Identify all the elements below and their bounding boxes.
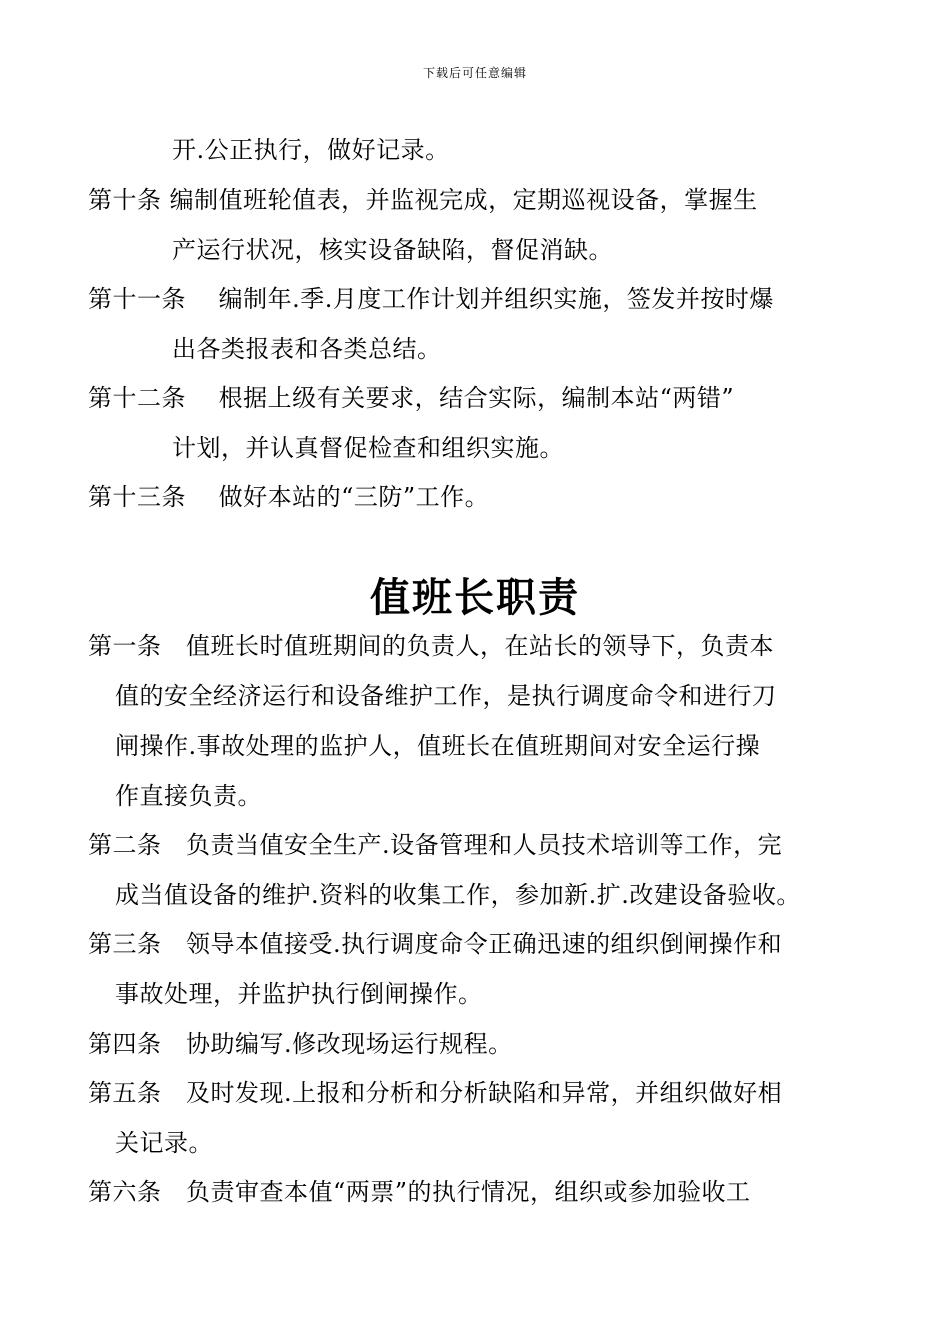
paragraph-line: 出各类报表和各类总结。: [172, 335, 442, 363]
article-2: 第二条 负责当值安全生产.设备管理和人员技术培训等工作，完: [88, 831, 783, 859]
article-13: 第十三条 做好本站的“三防”工作。: [88, 483, 490, 511]
article-3: 第三条 领导本值接受.执行调度命令正确迅速的组织倒闸操作和: [88, 930, 783, 958]
paragraph-line: 产运行状况，核实设备缺陷，督促消缺。: [172, 236, 613, 264]
article-1: 第一条 值班长时值班期间的负责人，在站长的领导下，负责本: [88, 632, 774, 660]
article-4: 第四条 协助编写.修改现场运行规程。: [88, 1030, 513, 1058]
paragraph-line: 计划，并认真督促检查和组织实施。: [172, 434, 564, 462]
article-12: 第十二条 根据上级有关要求，结合实际，编制本站“两错”: [88, 384, 735, 412]
paragraph-line: 值的安全经济运行和设备维护工作，是执行调度命令和进行刀: [115, 682, 777, 710]
article-11: 第十一条 编制年.季.月度工作计划并组织实施，签发并按时爆: [88, 285, 774, 313]
paragraph-line: 事故处理，并监护执行倒闸操作。: [115, 980, 483, 1008]
article-6: 第六条 负责审查本值“两票”的执行情况，组织或参加验收工: [88, 1178, 751, 1206]
section-title: 值班长职责: [370, 575, 580, 621]
paragraph-line: 成当值设备的维护.资料的收集工作，参加新.扩.改建设备验收。: [115, 881, 801, 909]
page-header-note: 下载后可任意编辑: [422, 66, 527, 80]
paragraph-line: 作直接负责。: [115, 782, 262, 810]
paragraph-line: 开.公正执行，做好记录。: [172, 136, 450, 164]
paragraph-line: 关记录。: [115, 1129, 213, 1157]
paragraph-line: 闸操作.事故处理的监护人，值班长在值班期间对安全运行操: [115, 732, 761, 760]
article-5: 第五条 及时发现.上报和分析和分析缺陷和异常，并组织做好相: [88, 1079, 783, 1107]
article-10: 第十条 编制值班轮值表，并监视完成，定期巡视设备，掌握生: [88, 186, 758, 214]
